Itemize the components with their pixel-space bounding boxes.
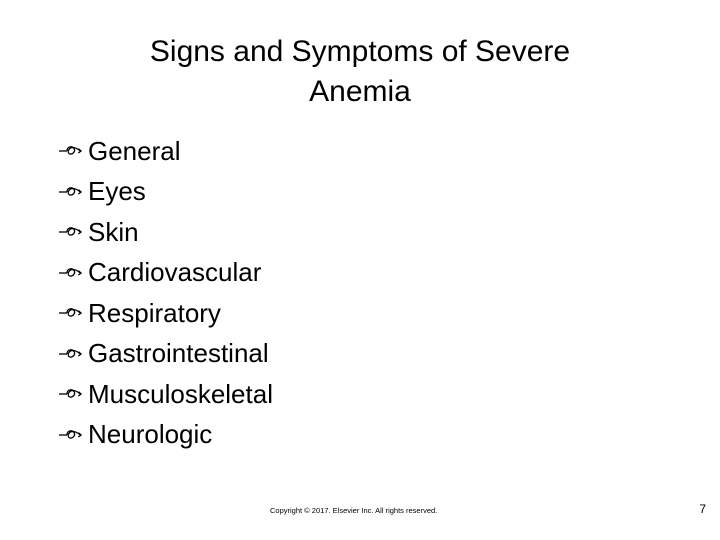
bullet-label: Respiratory (88, 297, 221, 328)
bullet-label: General (88, 135, 181, 166)
bullet-item (58, 131, 273, 172)
bullet-item (58, 172, 273, 213)
looped-arrow-bullet-icon (58, 185, 82, 199)
bullet-item (58, 374, 273, 415)
bullet-label: Musculoskeletal (88, 378, 273, 409)
looped-arrow-bullet-icon (58, 387, 82, 401)
slide-title (80, 32, 640, 112)
bullet-list (58, 131, 273, 455)
title-line-2: Anemia (309, 75, 411, 108)
bullet-item (58, 253, 273, 294)
looped-arrow-bullet-icon (58, 144, 82, 158)
bullet-item (58, 334, 273, 375)
page-number: 7 (699, 502, 706, 516)
looped-arrow-bullet-icon (58, 266, 82, 280)
bullet-label: Neurologic (88, 419, 213, 450)
bullet-label: Gastrointestinal (88, 338, 269, 369)
copyright-footer: Copyright © 2017. Elsevier Inc. All rights reserved. (270, 506, 438, 515)
bullet-label: Eyes (88, 176, 146, 207)
bullet-label: Cardiovascular (88, 257, 262, 288)
title-line-1: Signs and Symptoms of Severe (149, 35, 571, 68)
looped-arrow-bullet-icon (58, 225, 82, 239)
looped-arrow-bullet-icon (58, 347, 82, 361)
bullet-label: Skin (88, 216, 139, 247)
bullet-item (58, 212, 273, 253)
looped-arrow-bullet-icon (58, 306, 82, 320)
bullet-item (58, 415, 273, 456)
bullet-item (58, 293, 273, 334)
looped-arrow-bullet-icon (58, 428, 82, 442)
